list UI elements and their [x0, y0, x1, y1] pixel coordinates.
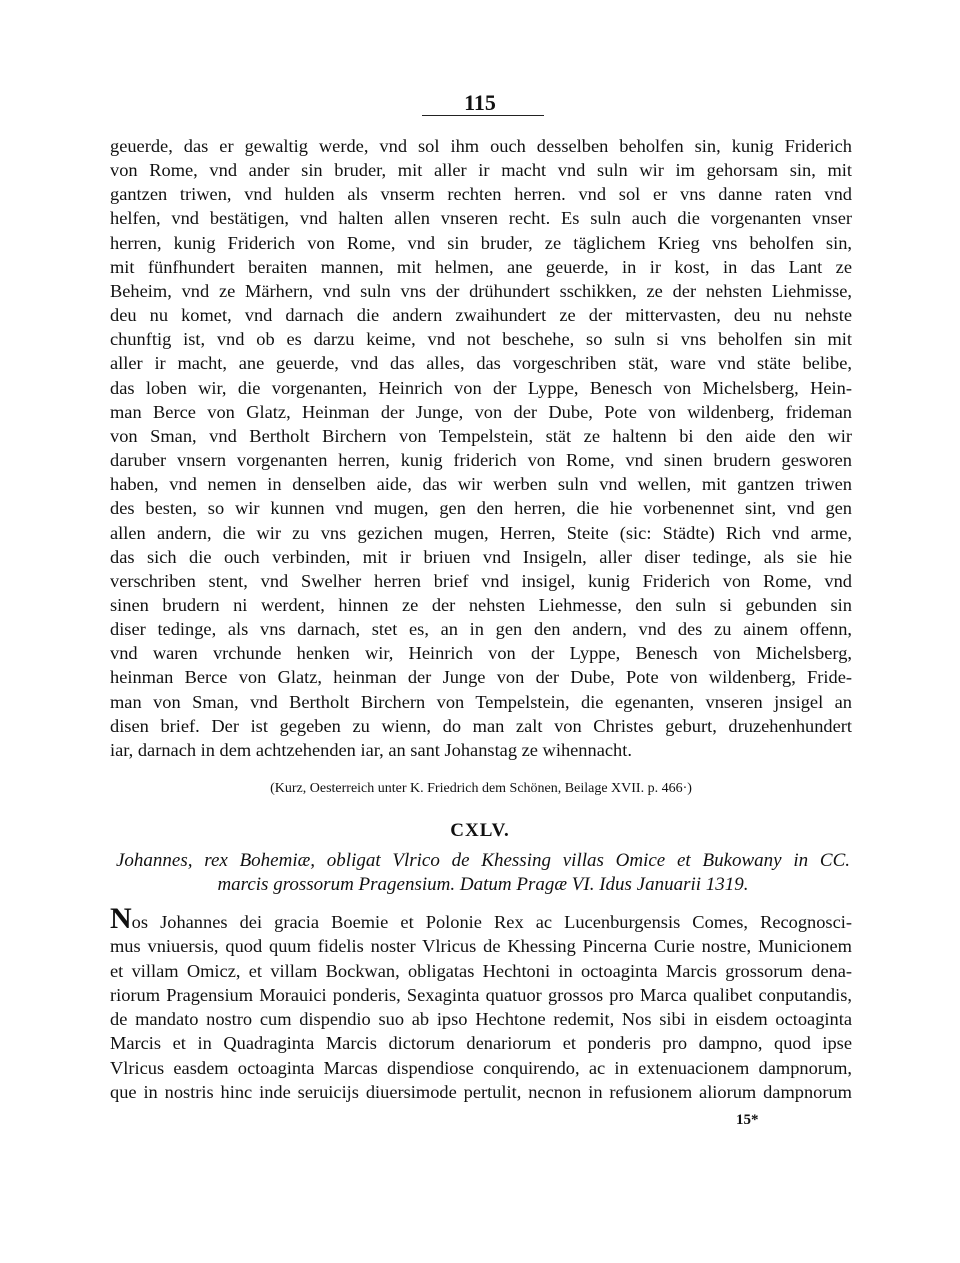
summary-line: Johannes, rex Bohemiæ, obligat Vlrico de Khessing villas Omice et Bukowany in CC.: [116, 850, 850, 871]
signature-mark: 15*: [736, 1112, 759, 1128]
text-line: heinman Berce von Glatz, heinman der Junge von der Dube, Pote von wildenberg, Fride-: [110, 667, 852, 688]
text-line: helfen, vnd bestätigen, vnd halten allen vnseren recht. Es suln auch die vorgenanten vnser: [110, 208, 852, 229]
text-line: diser tedinge, als vns darnach, stet es, an in gen den andern, vnd des zu ainem offenn,: [110, 619, 852, 640]
german-text-block: [110, 134, 852, 762]
text-line: gantzen triwen, vnd hulden als vnserm rechten herren. vnd sol er vns danne raten vnd: [110, 184, 852, 205]
document-summary: [116, 849, 850, 897]
latin-text-block: [110, 902, 852, 1104]
text-line: et villam Omicz, et villam Bockwan, obligatas Hechtoni in octoaginta Marcis grossorum dena-: [110, 960, 852, 981]
source-citation: (Kurz, Oesterreich unter K. Friedrich dem Schönen, Beilage XVII. p. 466·): [270, 781, 692, 796]
drop-initial: N: [110, 902, 132, 935]
text-line: chunftig ist, vnd ob es darzu keime, vnd not beschehe, so suln si vns beholfen sin mit: [110, 329, 852, 350]
text-line: geuerde, das er gewaltig werde, vnd sol ihm ouch desselben beholfen sin, kunig Friderich: [110, 136, 852, 156]
text-line: man Berce von Glatz, Heinman der Junge, von der Dube, Pote von wildenberg, frideman: [110, 401, 852, 422]
text-line: man von Sman, vnd Bertholt Birchern von Tempelstein, die egenanten, vnseren jnsigel an: [110, 691, 852, 712]
text-line: Vlricus easdem octoaginta Marcas dispendiose conquirendo, ac in extenuacionem dampnorum,: [110, 1057, 852, 1078]
text-line: disen brief. Der ist gegeben zu wienn, do man zalt von Christes geburt, druzehenhundert: [110, 715, 852, 736]
text-first-rest: os Johannes dei gracia Boemie et Polonie Rex ac Lucenburgensis Comes, Recognosci-: [131, 912, 852, 932]
text-line: daruber vnsern vorgenanten herren, kunig friderich von Rome, vnd sinen brudern gesworen: [110, 450, 852, 471]
text-line-first: [110, 902, 852, 935]
text-line: Beheim, vnd ze Märhern, vnd suln vns der drühundert sschikken, ze der nehsten Liehmisse,: [110, 280, 852, 301]
text-line: aller ir macht, ane geuerde, vnd das alles, das vorgeschriben stät, ware vnd stäte belibe,: [110, 353, 852, 374]
text-line: von Sman, vnd Bertholt Birchern von Tempelstein, stät ze haltenn bi den aide den wir: [110, 425, 852, 446]
text-line: riorum Pragensium Morauici ponderis, Sexaginta quatuor grossos pro Marca qualibet conputandis,: [110, 984, 852, 1005]
text-line: allen andern, die wir zu vns gezichen mugen, Herren, Steite (sic: Städte) Rich vnd arme,: [110, 522, 852, 543]
text-line: verschriben stent, vnd Swelher herren brief vnd insigel, kunig Friderich von Rome, vnd: [110, 570, 852, 591]
text-line: iar, darnach in dem achtzehenden iar, an sant Johanstag ze wihennacht.: [110, 739, 632, 760]
text-line: Marcis et in Quadraginta Marcis dictorum denariorum et ponderis pro dampno, quod ipse: [110, 1033, 852, 1054]
text-line: mus vniuersis, quod quum fidelis noster Vlricus de Khessing Pincerna Curie nostre, Municionem: [110, 936, 852, 957]
page-number-rule: [422, 115, 544, 116]
document-number: CXLV.: [450, 820, 510, 841]
text-line: deu nu komet, vnd darnach die andern zwaihundert ze der mittervasten, deu nu nehste: [110, 305, 852, 326]
text-line: das loben wir, die vorgenanten, Heinrich von der Lyppe, Benesch von Michelsberg, Hein-: [110, 377, 852, 398]
text-line: de mandato nostro cum dispendio suo ab ipso Hechtone redemit, Nos sibi in eisdem octoaginta: [110, 1009, 852, 1030]
text-line: des besten, so wir kunnen vnd mugen, gen den herren, die hie vorbenennet sint, vnd gen: [110, 498, 852, 519]
text-line: haben, vnd nemen in denselben aide, das wir werben suln vnd wellen, mit gantzen triwen: [110, 474, 852, 495]
page-number: 115: [464, 90, 496, 115]
text-line: das sich die ouch verbinden, mit ir briuen vnd Insigeln, aller diser tedinge, als sie hie: [110, 546, 852, 567]
text-line: que in nostris hinc inde seruicijs diuersimode pertulit, necnon in refusionem aliorum dampnorum: [110, 1082, 852, 1103]
summary-line: marcis grossorum Pragensium. Datum Pragæ VI. Idus Januarii 1319.: [217, 874, 749, 895]
text-line: von Rome, vnd ander sin bruder, mit aller ir macht vnd suln wir im gehorsam sin, mit: [110, 160, 852, 181]
text-line: herren, kunig Friderich von Rome, vnd sin bruder, ze täglichem Krieg vns beholfen sin,: [110, 232, 852, 253]
text-line: mit fünfhundert beraiten mannen, mit helmen, ane geuerde, in ir kost, in das Lant ze: [110, 256, 852, 277]
text-line: sinen brudern ni werdent, hinnen ze der nehsten Liehmesse, den suln si gebunden sin: [110, 594, 852, 615]
text-line: vnd waren vrchunde henken wir, Heinrich von der Lyppe, Benesch von Michelsberg,: [110, 643, 852, 664]
